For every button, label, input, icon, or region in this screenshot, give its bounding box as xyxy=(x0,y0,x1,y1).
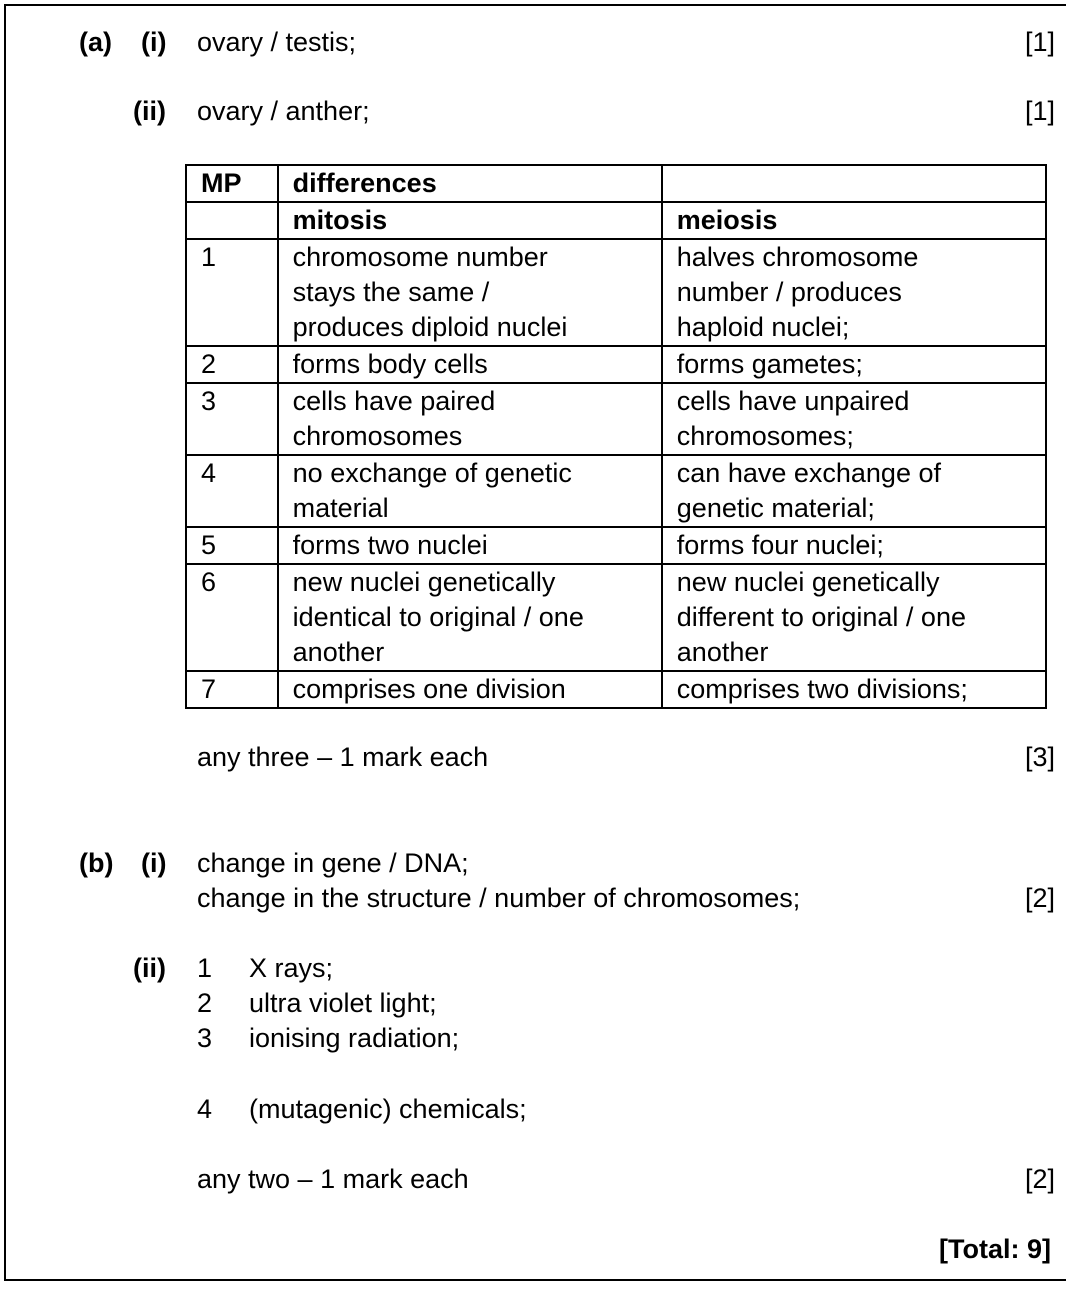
list-item-text: ionising radiation; xyxy=(249,1023,460,1053)
row-mp: 5 xyxy=(186,527,278,564)
list-item-number: 3 xyxy=(197,1023,213,1053)
row-mitosis: new nuclei genetically identical to original / one another xyxy=(278,564,662,671)
part-b-ii-mark: [2] xyxy=(1024,1164,1055,1194)
header-empty xyxy=(662,165,1046,202)
table-mark: [3] xyxy=(1024,742,1055,772)
table-row xyxy=(186,564,1046,671)
list-item-number: 1 xyxy=(197,953,213,983)
table-subheader-row xyxy=(186,202,1046,239)
part-a-i-answer: ovary / testis; xyxy=(197,27,357,57)
part-a-ii-answer: ovary / anther; xyxy=(197,96,370,126)
table-row xyxy=(186,455,1046,527)
row-mitosis: comprises one division xyxy=(278,671,662,708)
list-item-number: 2 xyxy=(197,988,213,1018)
list-item-text: ultra violet light; xyxy=(249,988,437,1018)
table-row xyxy=(186,383,1046,455)
part-a-i-mark: [1] xyxy=(1024,27,1055,57)
row-mp: 6 xyxy=(186,564,278,671)
row-mp: 2 xyxy=(186,346,278,383)
row-meiosis: forms gametes; xyxy=(662,346,1046,383)
list-item-text: X rays; xyxy=(249,953,334,983)
table-row xyxy=(186,527,1046,564)
row-mitosis: cells have paired chromosomes xyxy=(278,383,662,455)
part-b-i-label: (i) xyxy=(141,848,167,878)
row-meiosis: cells have unpaired chromosomes; xyxy=(662,383,1046,455)
part-b-i-line2: change in the structure / number of chromosomes; xyxy=(197,883,801,913)
header-differences: differences xyxy=(278,165,662,202)
part-a-i-label: (i) xyxy=(141,27,167,57)
table-note: any three – 1 mark each xyxy=(197,742,489,772)
table-header-row xyxy=(186,165,1046,202)
row-mitosis: no exchange of genetic material xyxy=(278,455,662,527)
header-mitosis: mitosis xyxy=(278,202,662,239)
table-row xyxy=(186,671,1046,708)
row-meiosis: can have exchange of genetic material; xyxy=(662,455,1046,527)
row-mitosis: forms body cells xyxy=(278,346,662,383)
list-item-text: (mutagenic) chemicals; xyxy=(249,1094,527,1124)
part-b-ii-note: any two – 1 mark each xyxy=(197,1164,469,1194)
total-mark: [Total: 9] xyxy=(939,1234,1051,1264)
list-item-number: 4 xyxy=(197,1094,213,1124)
row-mitosis: forms two nuclei xyxy=(278,527,662,564)
part-a-label: (a) xyxy=(79,27,112,57)
row-mp: 1 xyxy=(186,239,278,346)
row-mp: 4 xyxy=(186,455,278,527)
part-a-ii-mark: [1] xyxy=(1024,96,1055,126)
row-meiosis: forms four nuclei; xyxy=(662,527,1046,564)
table-row xyxy=(186,239,1046,346)
row-meiosis: new nuclei genetically different to original / one another xyxy=(662,564,1046,671)
part-a-ii-label: (ii) xyxy=(133,96,166,126)
row-meiosis: comprises two divisions; xyxy=(662,671,1046,708)
row-mp: 3 xyxy=(186,383,278,455)
part-b-i-line1: change in gene / DNA; xyxy=(197,848,469,878)
row-mitosis: chromosome number stays the same / produces diploid nuclei xyxy=(278,239,662,346)
row-meiosis: halves chromosome number / produces haploid nuclei; xyxy=(662,239,1046,346)
row-mp: 7 xyxy=(186,671,278,708)
part-b-i-mark: [2] xyxy=(1024,883,1055,913)
part-b-label: (b) xyxy=(79,848,114,878)
header-mp: MP xyxy=(186,165,278,202)
table-row xyxy=(186,346,1046,383)
subheader-empty xyxy=(186,202,278,239)
part-b-ii-label: (ii) xyxy=(133,953,166,983)
differences-table xyxy=(185,164,1047,709)
header-meiosis: meiosis xyxy=(662,202,1046,239)
